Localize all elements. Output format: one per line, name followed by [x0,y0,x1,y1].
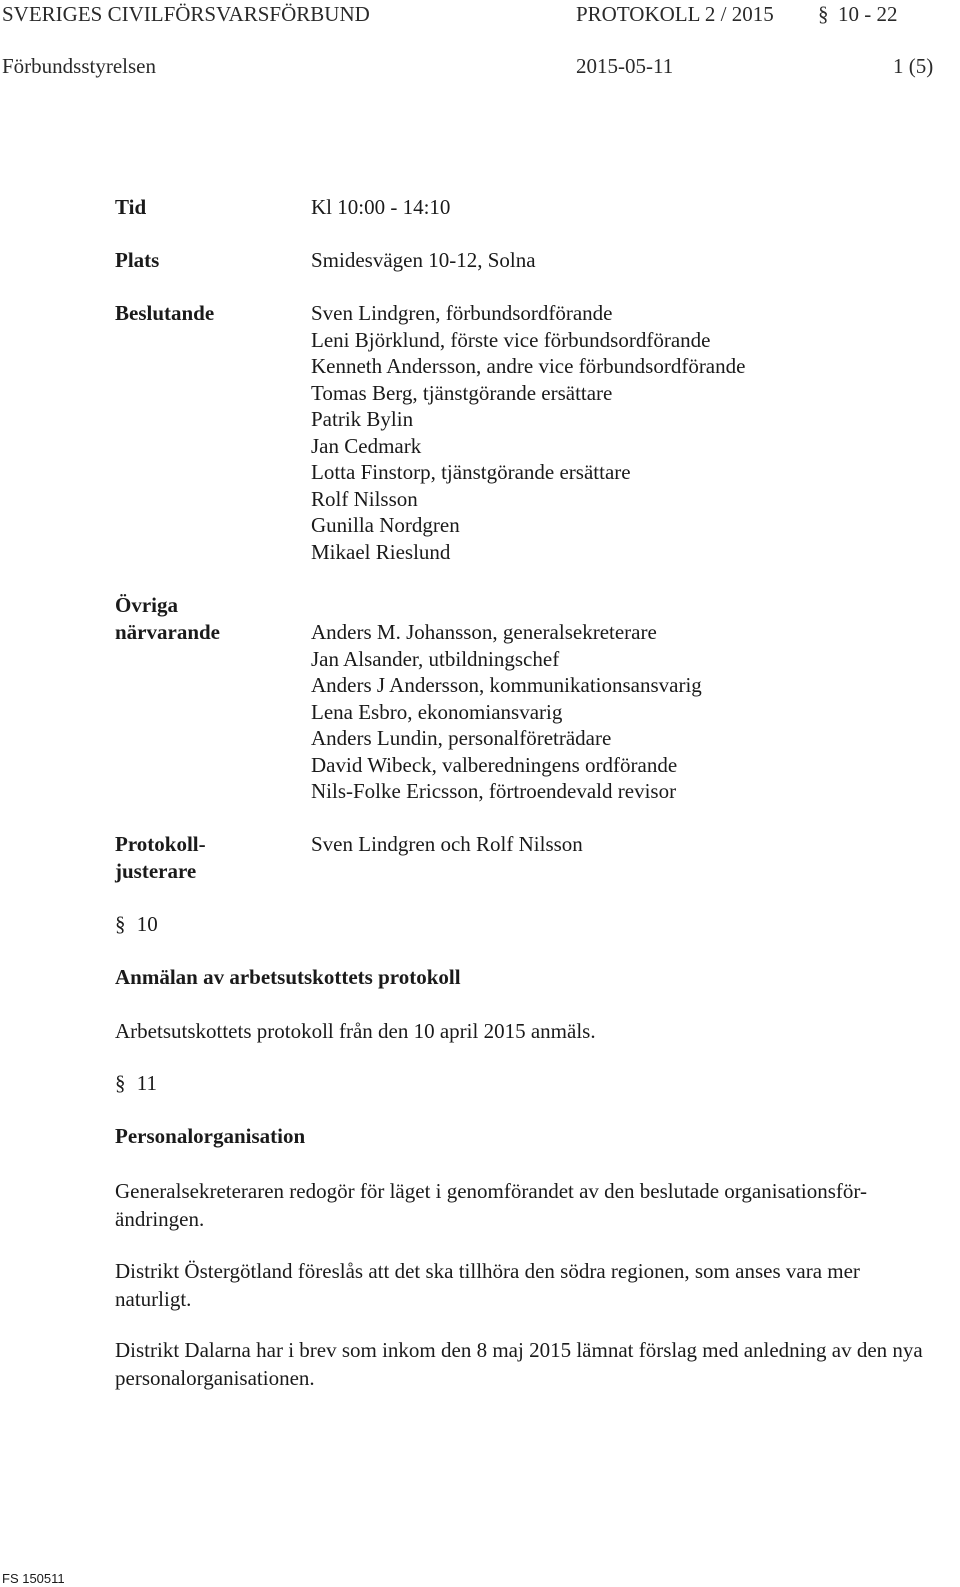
list-item: Tomas Berg, tjänstgörande ersättare [311,380,613,405]
list-item: David Wibeck, valberedningens ordförande [311,752,678,777]
decision-members-list [311,300,745,565]
list-item: Anders J Andersson, kommunikationsansvarig [311,673,702,697]
list-item: Nils-Folke Ericsson, förtroendevald revisor [311,779,677,803]
adjusters-label-line-1: Protokoll- [115,832,206,856]
meeting-date: 2015-05-11 [576,54,674,78]
section-paragraph: Distrikt Dalarna har i brev som inkom den 8 maj 2015 lämnat förslag med anledning av den nya personalorganisationen. [115,1338,923,1390]
section-paragraph: Distrikt Östergötland föreslås att det ska tillhöra den södra regionen, som anses vara mer naturligt. [115,1259,860,1311]
list-item: Rolf Nilsson [311,486,418,511]
section-heading-10 [115,912,158,937]
time-value: Kl 10:00 - 14:10 [311,195,451,219]
list-item: Anders Lundin, personalföreträdare [311,726,612,750]
list-item: Kenneth Andersson, andre vice förbundsordförande [311,354,746,378]
section-heading-11 [115,1071,157,1096]
adjusters-value: Sven Lindgren och Rolf Nilsson [311,832,583,856]
list-item: Lena Esbro, ekonomiansvarig [311,699,563,724]
section-paragraph: Generalsekreteraren redogör för läget i genomförandet av den beslutade organisationsför-ändringen. [115,1179,867,1231]
others-label-line-1: Övriga [115,593,178,617]
place-label: Plats [115,248,160,272]
board-name: Förbundsstyrelsen [2,54,156,78]
section-range: 10 - 22 [838,2,898,26]
decision-label: Beslutande [115,301,215,325]
list-item: Gunilla Nordgren [311,513,460,537]
organization-name: SVERIGES CIVILFÖRSVARSFÖRBUND [2,2,370,26]
section-sign-icon: § [115,1071,126,1095]
section-sign-icon: § [818,2,829,26]
list-item: Lotta Finstorp, tjänstgörande ersättare [311,460,631,484]
list-item: Anders M. Johansson, generalsekreterare [311,620,657,644]
others-label-line-2: närvarande [115,620,220,644]
list-item: Leni Björklund, förste vice förbundsordförande [311,327,711,352]
list-item: Sven Lindgren, förbundsordförande [311,301,613,325]
section-title: Anmälan av arbetsutskottets protokoll [115,965,461,989]
place-value: Smidesvägen 10-12, Solna [311,248,536,272]
protocol-number: PROTOKOLL 2 / 2015 [576,2,774,26]
footer-code: FS 150511 [2,1571,65,1586]
list-item: Jan Cedmark [311,433,422,458]
time-label: Tid [115,195,147,219]
list-item: Patrik Bylin [311,407,414,431]
section-sign-icon: § [115,912,126,936]
list-item: Mikael Rieslund [311,539,451,564]
list-item: Jan Alsander, utbildningschef [311,646,560,671]
section-paragraph: Arbetsutskottets protokoll från den 10 april 2015 anmäls. [115,1019,596,1043]
others-members-list [311,619,702,805]
section-number: 11 [136,1071,157,1095]
adjusters-label-line-2: justerare [115,859,197,883]
section-title: Personalorganisation [115,1124,306,1148]
page-number: 1 (5) [893,54,934,78]
section-number: 10 [136,912,158,936]
